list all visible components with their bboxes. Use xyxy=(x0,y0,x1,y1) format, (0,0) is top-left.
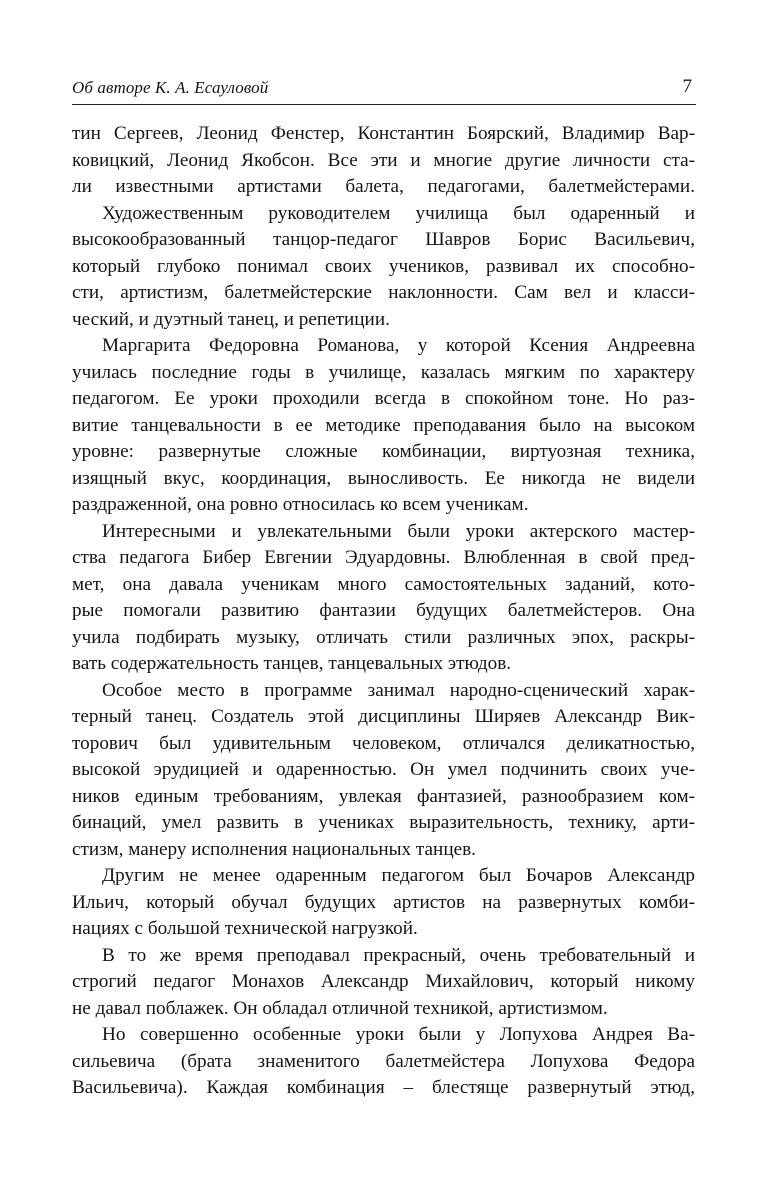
text-line: педагогом. Ее уроки проходили всегда в спокойном тоне. Но раз- xyxy=(72,388,695,409)
text-line: стизм, манеру исполнения национальных танцев. xyxy=(72,838,476,860)
text-line: Ильич, который обучал будущих артистов на развернутых комби- xyxy=(72,891,695,913)
paragraph xyxy=(72,519,695,678)
text-line: Васильевича). Каждая комбинация – блестяще развернутый этюд, xyxy=(72,1077,695,1098)
text-line: который глубоко понимал своих учеников, развивал их способно- xyxy=(72,255,695,277)
text-line: учила подбирать музыку, отличать стили различных эпох, раскры- xyxy=(72,626,695,648)
text-line: мет, она давала ученикам много самостоятельных заданий, кото- xyxy=(72,573,695,595)
text-line: Особое место в программе занимал народно-сценический харак- xyxy=(102,679,695,701)
text-line: Художественным руководителем училища был одаренный и xyxy=(102,202,695,224)
page-number: 7 xyxy=(682,76,692,97)
paragraph xyxy=(72,943,695,1023)
text-line: Но совершенно особенные уроки были у Лопухова Андрея Ва- xyxy=(102,1024,695,1045)
text-line: училась последние годы в училище, казалась мягким по характеру xyxy=(72,361,695,383)
body-text xyxy=(72,121,695,1102)
text-line: тин Сергеев, Леонид Фенстер, Константин Боярский, Владимир Вар- xyxy=(72,123,695,144)
text-line: ковицкий, Леонид Якобсон. Все эти и многие другие личности ста- xyxy=(72,149,695,171)
text-line: терный танец. Создатель этой дисциплины Ширяев Александр Вик- xyxy=(72,706,695,727)
running-header-title: Об авторе К. А. Есауловой xyxy=(72,78,269,97)
text-line: Другим не менее одаренным педагогом был Бочаров Александр xyxy=(102,865,695,886)
text-line: не давал поблажек. Он обладал отличной техникой, артистизмом. xyxy=(72,997,608,1019)
paragraph xyxy=(72,201,695,334)
text-line: Интересными и увлекательными были уроки актерского мастер- xyxy=(102,520,695,542)
paragraph xyxy=(72,1022,695,1102)
text-line: уровне: развернутые сложные комбинации, виртуозная техника, xyxy=(72,441,695,462)
text-line: нациях с большой технической нагрузкой. xyxy=(72,918,418,939)
text-line: торович был удивительным человеком, отличался деликатностью, xyxy=(72,732,695,754)
text-line: В то же время преподавал прекрасный, очень требовательный и xyxy=(102,944,695,966)
text-line: строгий педагог Монахов Александр Михайлович, который никому xyxy=(72,971,695,992)
paragraph xyxy=(72,863,695,943)
text-line: высокой эрудицией и одаренностью. Он умел подчинить своих уче- xyxy=(72,759,695,780)
text-line: витие танцевальности в ее методике преподавания было на высоком xyxy=(72,414,695,436)
text-line: бинаций, умел развить в учениках выразительность, технику, арти- xyxy=(72,812,695,833)
running-header xyxy=(72,74,692,104)
paragraph xyxy=(72,333,695,519)
text-line: изящный вкус, координация, выносливость. Ее никогда не видели xyxy=(72,467,695,489)
text-line: Маргарита Федоровна Романова, у которой Ксения Андреевна xyxy=(102,335,695,356)
text-line: ческий, и дуэтный танец, и репетиции. xyxy=(72,308,390,330)
paragraph xyxy=(72,121,695,201)
text-line: высокообразованный танцор-педагог Шавров Борис Васильевич, xyxy=(72,229,695,250)
text-line: ства педагога Бибер Евгении Эдуардовны. Влюбленная в свой пред- xyxy=(72,547,695,568)
text-line: раздраженной, она ровно относилась ко всем ученикам. xyxy=(72,494,529,515)
text-line: вать содержательность танцев, танцевальных этюдов. xyxy=(72,653,512,674)
paragraph xyxy=(72,678,695,864)
text-line: ников единым требованиям, увлекая фантазией, разнообразием ком- xyxy=(72,785,695,807)
header-rule xyxy=(72,104,696,105)
text-line: рые помогали развитию фантазии будущих балетмейстеров. Она xyxy=(72,600,695,621)
text-line: сильевича (брата знаменитого балетмейстера Лопухова Федора xyxy=(72,1050,695,1072)
text-line: ли известными артистами балета, педагогами, балетмейстерами. xyxy=(72,176,695,197)
text-line: сти, артистизм, балетмейстерские наклонности. Сам вел и класси- xyxy=(72,282,695,303)
